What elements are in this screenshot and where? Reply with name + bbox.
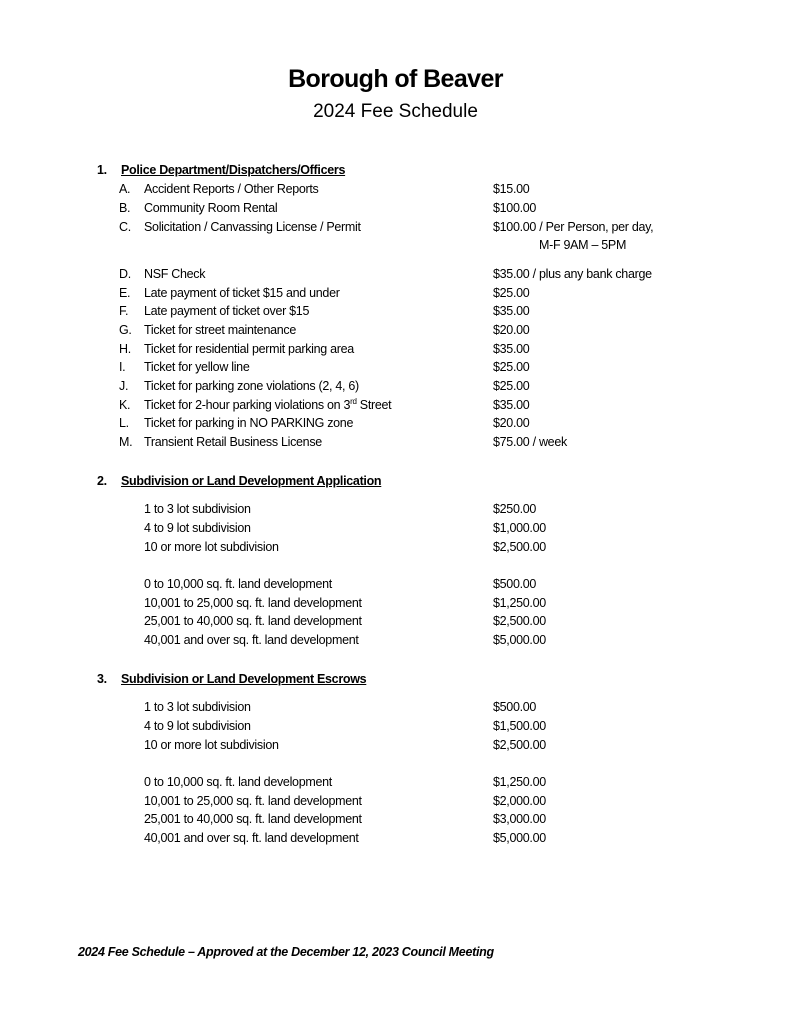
fee-row xyxy=(0,284,791,302)
item-fee: $2,500.00 xyxy=(493,614,546,628)
item-description: 4 to 9 lot subdivision xyxy=(144,719,251,733)
item-letter: J. xyxy=(119,379,129,393)
item-description: 40,001 and over sq. ft. land development xyxy=(144,831,359,845)
item-letter: E. xyxy=(119,286,131,300)
fee-row xyxy=(0,538,791,556)
item-description: Ticket for yellow line xyxy=(144,360,250,374)
fee-row xyxy=(0,631,791,649)
item-fee: $1,250.00 xyxy=(493,775,546,789)
item-description: 1 to 3 lot subdivision xyxy=(144,700,251,714)
fee-row xyxy=(0,377,791,395)
item-fee: $20.00 xyxy=(493,323,530,337)
item-fee: $20.00 xyxy=(493,416,530,430)
fee-row xyxy=(0,396,791,414)
item-fee: $2,000.00 xyxy=(493,794,546,808)
fee-row xyxy=(0,810,791,828)
fee-row xyxy=(0,612,791,630)
fee-row xyxy=(0,265,791,283)
fee-row xyxy=(0,773,791,791)
item-letter: B. xyxy=(119,201,131,215)
item-description: Late payment of ticket over $15 xyxy=(144,304,310,318)
item-letter: M. xyxy=(119,435,133,449)
fee-row xyxy=(0,698,791,716)
item-fee-hours: M-F 9AM – 5PM xyxy=(539,238,627,252)
item-fee: $5,000.00 xyxy=(493,831,546,845)
item-description: 25,001 to 40,000 sq. ft. land development xyxy=(144,812,362,826)
item-description: Ticket for street maintenance xyxy=(144,323,297,337)
item-fee: $250.00 xyxy=(493,502,537,516)
fee-row xyxy=(0,519,791,537)
section-title: Police Department/Dispatchers/Officers xyxy=(121,163,346,177)
item-description: 40,001 and over sq. ft. land development xyxy=(144,633,359,647)
fee-row xyxy=(0,414,791,432)
item-letter: L. xyxy=(119,416,129,430)
item-fee: $25.00 xyxy=(493,286,530,300)
item-letter: G. xyxy=(119,323,132,337)
item-fee: $1,250.00 xyxy=(493,596,546,610)
item-description: NSF Check xyxy=(144,267,206,281)
item-fee: $1,500.00 xyxy=(493,719,546,733)
item-description: 0 to 10,000 sq. ft. land development xyxy=(144,577,332,591)
item-letter: C. xyxy=(119,220,131,234)
section-title: Subdivision or Land Development Escrows xyxy=(121,672,367,686)
item-description: Ticket for parking in NO PARKING zone xyxy=(144,416,354,430)
item-description: 1 to 3 lot subdivision xyxy=(144,502,251,516)
item-description: Accident Reports / Other Reports xyxy=(144,182,319,196)
section-title: Subdivision or Land Development Application xyxy=(121,474,382,488)
item-fee: $5,000.00 xyxy=(493,633,546,647)
fee-row xyxy=(0,180,791,198)
fee-row xyxy=(0,575,791,593)
fee-row xyxy=(0,321,791,339)
item-letter: D. xyxy=(119,267,131,281)
item-fee: $35.00 xyxy=(493,304,530,318)
item-description: 25,001 to 40,000 sq. ft. land development xyxy=(144,614,362,628)
item-fee: $3,000.00 xyxy=(493,812,546,826)
page-title: Borough of Beaver xyxy=(288,65,503,93)
item-description: Ticket for parking zone violations (2, 4, 6) xyxy=(144,379,359,393)
fee-row xyxy=(0,500,791,518)
fee-row xyxy=(0,829,791,847)
fee-row xyxy=(0,717,791,735)
item-fee: $500.00 xyxy=(493,577,537,591)
item-fee: $75.00 / week xyxy=(493,435,567,449)
item-letter: F. xyxy=(119,304,129,318)
item-description: Late payment of ticket $15 and under xyxy=(144,286,340,300)
item-description: 10 or more lot subdivision xyxy=(144,540,279,554)
item-fee: $35.00 / plus any bank charge xyxy=(493,267,652,281)
item-fee: $35.00 xyxy=(493,342,530,356)
item-description: Ticket for residential permit parking area xyxy=(144,342,354,356)
item-fee: $15.00 xyxy=(493,182,530,196)
item-description: 10 or more lot subdivision xyxy=(144,738,279,752)
section-number: 3. xyxy=(97,672,107,686)
page-footer: 2024 Fee Schedule – Approved at the December 12, 2023 Council Meeting xyxy=(78,945,494,959)
item-fee: $35.00 xyxy=(493,398,530,412)
fee-row xyxy=(0,358,791,376)
item-letter: K. xyxy=(119,398,131,412)
fee-row xyxy=(0,594,791,612)
item-fee: $25.00 xyxy=(493,360,530,374)
section-heading-escrows xyxy=(97,671,366,687)
item-description: 4 to 9 lot subdivision xyxy=(144,521,251,535)
item-letter: I. xyxy=(119,360,126,374)
item-description: Community Room Rental xyxy=(144,201,278,215)
item-fee: $2,500.00 xyxy=(493,738,546,752)
page-subtitle: 2024 Fee Schedule xyxy=(313,101,478,122)
fee-row xyxy=(0,218,791,254)
fee-row xyxy=(0,199,791,217)
item-fee: $100.00 xyxy=(493,201,537,215)
item-description: 10,001 to 25,000 sq. ft. land development xyxy=(144,794,362,808)
section-heading-application xyxy=(97,473,381,489)
fee-row xyxy=(0,302,791,320)
section-number: 1. xyxy=(97,163,107,177)
item-fee: $2,500.00 xyxy=(493,540,546,554)
item-description: 10,001 to 25,000 sq. ft. land development xyxy=(144,596,362,610)
item-description: Ticket for 2-hour parking violations on 3rd Street xyxy=(144,396,392,412)
item-fee: $25.00 xyxy=(493,379,530,393)
section-number: 2. xyxy=(97,474,107,488)
item-fee: $100.00 / Per Person, per day, xyxy=(493,220,654,234)
item-fee: $1,000.00 xyxy=(493,521,546,535)
item-letter: H. xyxy=(119,342,131,356)
fee-row xyxy=(0,340,791,358)
item-description: Transient Retail Business License xyxy=(144,435,322,449)
fee-row xyxy=(0,792,791,810)
item-fee: $500.00 xyxy=(493,700,537,714)
item-letter: A. xyxy=(119,182,131,196)
fee-row xyxy=(0,736,791,754)
section-heading-police xyxy=(97,162,345,178)
item-description: 0 to 10,000 sq. ft. land development xyxy=(144,775,332,789)
fee-row xyxy=(0,433,791,451)
item-description: Solicitation / Canvassing License / Permit xyxy=(144,220,361,234)
